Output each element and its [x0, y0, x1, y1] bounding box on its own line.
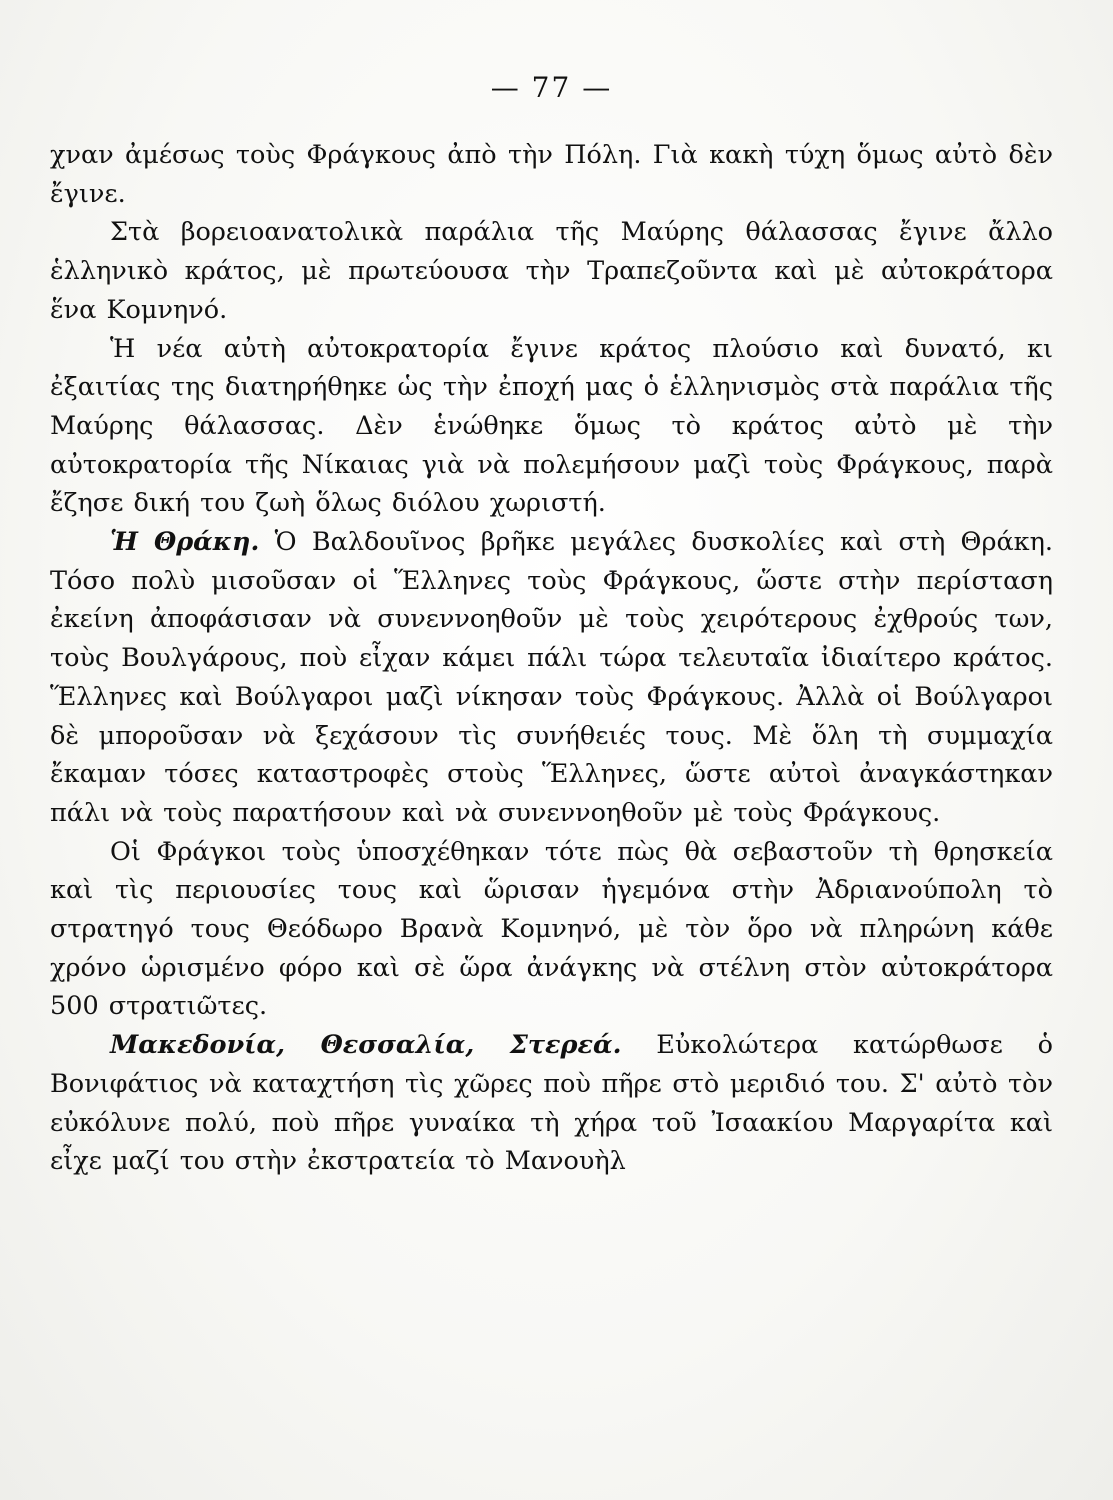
paragraph-text: Οἱ Φράγκοι τοὺς ὑποσχέθηκαν τότε πὼς θὰ σεβαστοῦν τὴ θρησκεία καὶ τὶς περιουσίες τους καὶ ὥρισαν ἡγεμόνα στὴν Ἀδριανούπολη τὸ στρατηγό τους Θεόδωρο Βρανὰ Κομνηνό, μὲ τὸν ὅρο νὰ πληρώνη κάθε χρόνο ὡρισμένο φόρο καὶ σὲ ὥρα ἀνάγκης νὰ στέλνη στὸν αὐτοκράτορα 500 στρατιῶτες.: [50, 836, 1053, 1022]
paragraph-text: Ἡ νέα αὐτὴ αὐτοκρατορία ἔγινε κράτος πλούσιο καὶ δυνατό, κι ἐξαιτίας της διατηρήθηκε ὡς τὴν ἐποχή μας ὁ ἑλληνισμὸς στὰ παράλια τῆς Μαύρης θάλασσας. Δὲν ἑνώθηκε ὅμως τὸ κράτος αὐτὸ μὲ τὴν αὐτοκρατορία τῆς Νίκαιας γιὰ νὰ πολεμήσουν μαζὶ τοὺς Φράγκους, παρὰ ἔζησε δική του ζωὴ ὅλως διόλου χωριστή.: [50, 333, 1053, 519]
page-number: — 77 —: [490, 71, 613, 104]
paragraph-3: [50, 330, 1053, 524]
paragraph-6: [50, 1026, 1053, 1181]
paragraph-text: Στὰ βορειοανατολικὰ παράλια τῆς Μαύρης θάλασσας ἔγινε ἄλλο ἑλληνικὸ κράτος, μὲ πρωτεύουσα τὴν Τραπεζοῦντα καὶ μὲ αὐτοκράτορα ἕνα Κομνηνό.: [50, 217, 1053, 325]
section-heading-thrace: Ἡ Θράκη.: [110, 527, 260, 558]
paragraph-text: Εὐκολώτερα κατώρθωσε ὁ Βονιφάτιος νὰ καταχτήση τὶς χῶρες ποὺ πῆρε στὸ μεριδιό του. Σ' αὐτὸ τὸν εὐκόλυνε πολύ, ποὺ πῆρε γυναίκα τὴ χήρα τοῦ Ἰσαακίου Μαργαρίτα καὶ εἶχε μαζί του στὴν ἐκστρατεία τὸ Μανουὴλ: [50, 1030, 1053, 1177]
paragraph-4: [50, 523, 1053, 833]
body-text: [50, 136, 1053, 1181]
paragraph-text: χναν ἀμέσως τοὺς Φράγκους ἀπὸ τὴν Πόλη. Γιὰ κακὴ τύχη ὅμως αὐτὸ δὲν ἔγινε.: [50, 140, 1053, 209]
paragraph-5: [50, 833, 1053, 1027]
section-heading-macedonia: Μακεδονία, Θεσσαλία, Στερεά.: [110, 1030, 622, 1061]
paragraph-2: [50, 213, 1053, 329]
paragraph-text: Ὁ Βαλδουῖνος βρῆκε μεγάλες δυσκολίες καὶ στὴ Θράκη. Τόσο πολὺ μισοῦσαν οἱ Ἕλληνες τοὺς Φράγκους, ὥστε στὴν περίσταση ἐκείνη ἀποφάσισαν νὰ συνεννοηθοῦν μὲ τοὺς χειρότερους ἐχθρούς των, τοὺς Βουλγάρους, ποὺ εἶχαν κάμει πάλι τώρα τελευταῖα ἰδιαίτερο κράτος. Ἕλληνες καὶ Βούλγαροι μαζὶ νίκησαν τοὺς Φράγκους. Ἀλλὰ οἱ Βούλγαροι δὲ μποροῦσαν νὰ ξεχάσουν τὶς συνήθειές τους. Μὲ ὅλη τὴ συμμαχία ἔκαμαν τόσες καταστροφὲς στοὺς Ἕλληνες, ὥστε αὐτοὶ ἀναγκάστηκαν πάλι νὰ τοὺς παρατήσουν καὶ νὰ συνεννοηθοῦν μὲ τοὺς Φράγκους.: [50, 527, 1053, 828]
paragraph-1: [50, 136, 1053, 213]
